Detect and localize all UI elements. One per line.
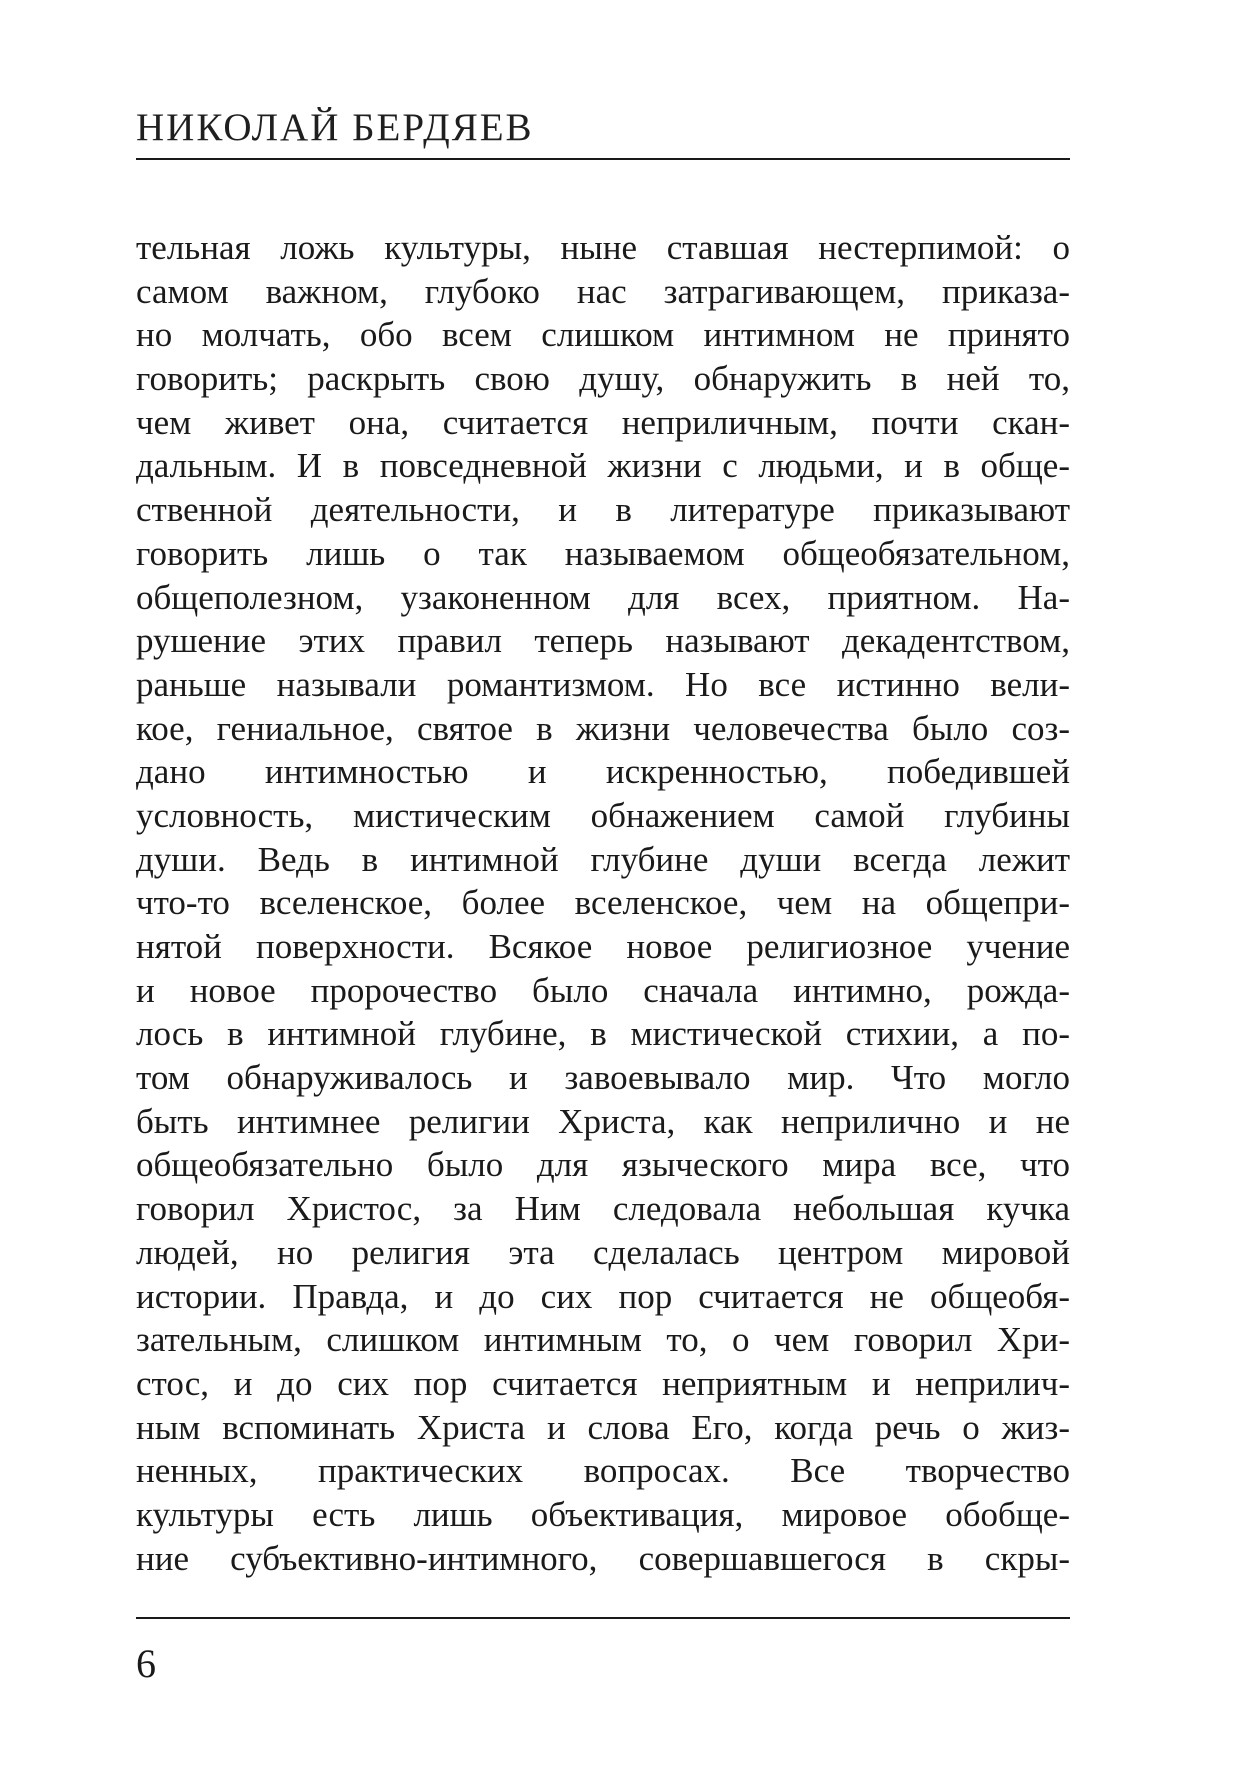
text-line: быть интимнее религии Христа, как неприлично и не [136, 1101, 1070, 1141]
text-line: кое, гениальное, святое в жизни человечества было соз- [136, 708, 1070, 748]
text-line: самом важном, глубоко нас затрагивающем, приказа- [136, 271, 1070, 311]
text-line: говорить; раскрыть свою душу, обнаружить в ней то, [136, 359, 1070, 399]
text-line: ненных, практических вопросах. Все творчество [136, 1451, 1070, 1491]
text-line: тельная ложь культуры, ныне ставшая нестерпимой: о [136, 228, 1070, 267]
text-line: души. Ведь в интимной глубине души всегда лежит [136, 839, 1070, 879]
text-line: ным вспоминать Христа и слова Его, когда речь о жиз- [136, 1407, 1070, 1447]
text-line: общеобязательно было для языческого мира все, что [136, 1145, 1070, 1185]
text-line: истории. Правда, и до сих пор считается не общеобя- [136, 1276, 1070, 1316]
text-line: нятой поверхности. Всякое новое религиозное учение [136, 927, 1070, 966]
text-line: говорил Христос, за Ним следовала небольшая кучка [136, 1189, 1070, 1229]
text-line: и новое пророчество было сначала интимно, рожда- [136, 970, 1070, 1010]
text-line: том обнаруживалось и завоевывало мир. Что могло [136, 1058, 1070, 1098]
text-line: стос, и до сих пор считается неприятным и неприлич- [136, 1363, 1070, 1403]
text-line: культуры есть лишь объективация, мировое обобще- [136, 1494, 1070, 1534]
running-head: НИКОЛАЙ БЕРДЯЕВ [136, 106, 534, 149]
text-line: раньше называли романтизмом. Но все истинно вели- [136, 664, 1070, 704]
text-line: людей, но религия эта сделалась центром мировой [136, 1232, 1070, 1272]
text-line: общеполезном, узаконенном для всех, приятном. На- [136, 577, 1070, 617]
text-line: дано интимностью и искренностью, победившей [136, 752, 1070, 792]
page-number: 6 [136, 1641, 156, 1686]
text-line: зательным, слишком интимным то, о чем говорил Хри- [136, 1320, 1070, 1360]
text-line: чем живет она, считается неприличным, почти скан- [136, 402, 1070, 442]
text-line: говорить лишь о так называемом общеобязательном, [136, 533, 1070, 573]
text-line: дальным. И в повседневной жизни с людьми, и в обще- [136, 446, 1070, 486]
footer-rule [136, 1617, 1070, 1619]
text-line: но молчать, обо всем слишком интимном не принято [136, 315, 1070, 355]
text-line: ственной деятельности, и в литературе приказывают [136, 490, 1070, 530]
text-line: условность, мистическим обнажением самой глубины [136, 795, 1070, 835]
text-line: лось в интимной глубине, в мистической стихии, а по- [136, 1014, 1070, 1054]
header-rule [136, 158, 1070, 160]
text-line: рушение этих правил теперь называют декадентством, [136, 621, 1070, 661]
body-text [136, 226, 1070, 1580]
text-line: что-то вселенское, более вселенское, чем на общепри- [136, 883, 1070, 923]
text-line: ние субъективно-интимного, совершавшегося в скры- [136, 1538, 1070, 1578]
